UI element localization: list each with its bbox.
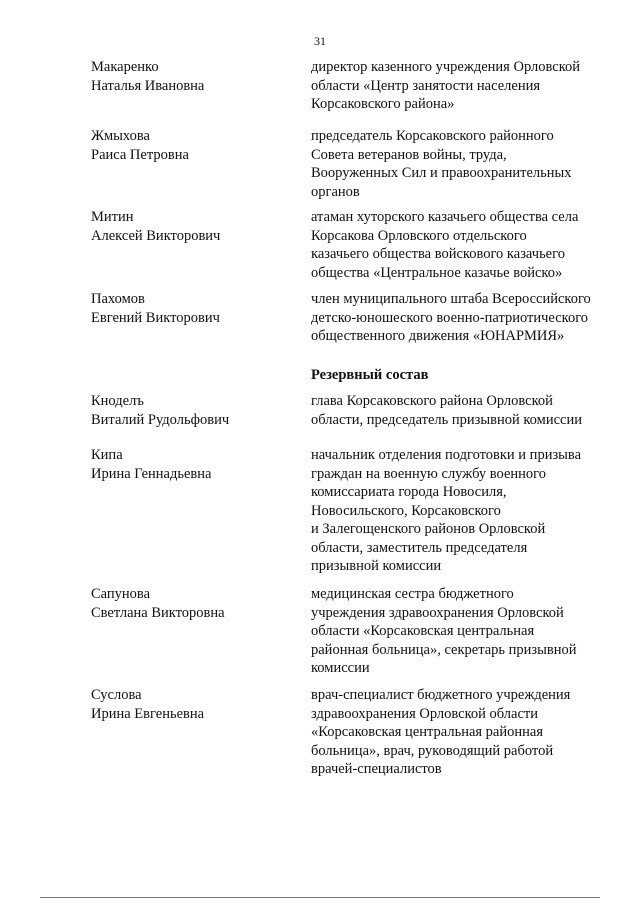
member-surname: Суслова (91, 687, 142, 703)
role-line: комиссии (311, 660, 370, 676)
role-line: Корсакова Орловского отдельского (311, 227, 527, 244)
role-line: области, председатель призывной комиссии (311, 411, 582, 428)
role-line: «Корсаковская центральная районная (311, 724, 543, 740)
member-name (91, 446, 291, 483)
member-name (91, 290, 291, 327)
member-given-names: Раиса Петровна (91, 146, 189, 163)
role-line: Совета ветеранов войны, труда, (311, 146, 507, 163)
role-line: председатель Корсаковского районного (311, 128, 554, 144)
role-line: общества «Центральное казачье войско» (311, 264, 563, 281)
role-line: член муниципального штаба Всероссийского (311, 291, 591, 307)
role-line: начальник отделения подготовки и призыва (311, 447, 582, 463)
member-name (91, 392, 291, 429)
member-role (311, 290, 611, 346)
member-surname: Кипа (91, 447, 123, 463)
role-line: Новосильского, Корсаковского (311, 502, 501, 519)
role-line: комиссариата города Новосиля, (311, 484, 507, 500)
member-role (311, 127, 611, 201)
member-name (91, 58, 291, 95)
role-line: больница», врач, руководящий работой (311, 742, 554, 759)
role-line: врач-специалист бюджетного учреждения (311, 687, 571, 703)
role-line: области «Корсаковская центральная (311, 623, 535, 639)
member-surname: Кноделъ (91, 393, 144, 409)
member-name (91, 208, 291, 245)
role-line: граждан на военную службу военного (311, 465, 546, 482)
role-line: учреждения здравоохранения Орловской (311, 604, 564, 621)
member-given-names: Наталья Ивановна (91, 77, 205, 94)
role-line: призывной комиссии (311, 558, 442, 574)
footer-divider (40, 897, 600, 898)
member-given-names: Светлана Викторовна (91, 604, 225, 621)
role-line: органов (311, 183, 360, 200)
member-name (91, 127, 291, 164)
member-surname: Пахомов (91, 291, 145, 307)
member-role (311, 446, 611, 576)
member-name (91, 686, 291, 723)
member-given-names: Виталий Рудольфович (91, 411, 230, 428)
member-surname: Митин (91, 209, 134, 225)
role-line: общественного движения «ЮНАРМИЯ» (311, 328, 565, 344)
member-role (311, 686, 611, 779)
member-role (311, 208, 611, 282)
page-number: 31 (314, 34, 326, 48)
member-given-names: Алексей Викторович (91, 227, 221, 244)
role-line: врачей-специалистов (311, 761, 442, 777)
role-line: казачьего общества войскового казачьего (311, 246, 565, 262)
member-name (91, 585, 291, 622)
role-line: Корсаковского района» (311, 96, 455, 112)
role-line: глава Корсаковского района Орловской (311, 393, 553, 409)
member-surname: Макаренко (91, 59, 159, 75)
member-role (311, 585, 611, 678)
member-given-names: Ирина Геннадьевна (91, 465, 212, 482)
role-line: области, заместитель председателя (311, 539, 528, 556)
role-line: и Залегощенского районов Орловской (311, 521, 546, 537)
role-line: детско-юношеского военно-патриотического (311, 309, 589, 326)
reserve-heading: Резервный состав (311, 367, 429, 383)
role-line: районная больница», секретарь призывной (311, 641, 577, 658)
role-line: Вооруженных Сил и правоохранительных (311, 165, 572, 181)
member-role (311, 392, 611, 429)
role-line: директор казенного учреждения Орловской (311, 59, 581, 75)
member-given-names: Евгений Викторович (91, 309, 220, 326)
member-given-names: Ирина Евгеньевна (91, 705, 205, 722)
role-line: атаман хуторского казачьего общества села (311, 209, 579, 225)
role-line: медицинская сестра бюджетного (311, 586, 514, 602)
member-role (311, 58, 611, 114)
member-surname: Жмыхова (91, 128, 150, 144)
member-surname: Сапунова (91, 586, 151, 602)
role-line: здравоохранения Орловской области (311, 705, 538, 722)
role-line: области «Центр занятости населения (311, 77, 541, 94)
